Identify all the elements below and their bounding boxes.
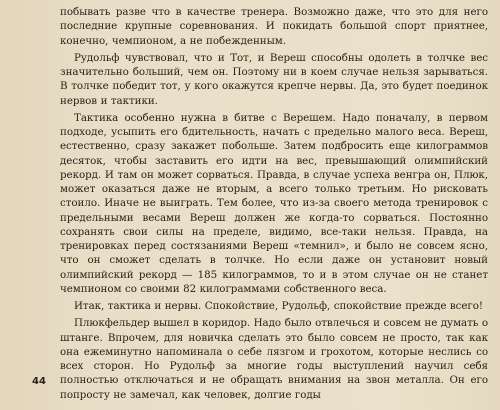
page-text [60,5,488,402]
paragraph: побывать разве что в качестве тренера. Возможно даже, что это для него последние крупные соревнования. И покидать большой спорт приятнее, конечно, чемпионом, а не побежденным. [60,6,488,47]
paragraph: Рудольф чувствовал, что и Тот, и Вереш способны одолеть в толчке вес значительно больший, чем он. Поэтому ни в коем случае нельзя зарываться. В толчке победит тот, у кого окажутся крепче нервы. Да, это будет поединок нервов и тактики. [60,51,488,107]
paragraph: Итак, тактика и нервы. Спокойствие, Рудольф, спокойствие прежде всего! [74,300,484,312]
paragraph: Плюкфельдер вышел в коридор. Надо было отвлечься и совсем не думать о штанге. Впрочем, для новичка сделать это было совсем не просто, так как она ежеминутно напоминала о себе лязгом и грохотом, которые неслись со всех сторон. Но Рудольф за многие годы выступлений научил себя полностью отключаться и не обращать внимания на звон металла. Он его попросту не замечал, как человек, долгие годы [60,317,488,401]
page-number: 44 [32,376,46,387]
paragraph: Тактика особенно нужна в битве с Верешем. Надо поначалу, в первом подходе, усыпить его бдительность, начать с предельно малого веса. Вереш, естественно, сразу закажет побольше. Затем подбросить еще килограммов десяток, чтобы заставить его идти на вес, превышающий олимпийский рекорд. И там он может сорваться. Правда, в случае успеха венгра он, Плюк, может оказаться даже не вторым, а всего только третьим. Но рисковать стоило. Иначе не выиграть. Тем более, что из-за своего метода тренировок с предельными весами Вереш должен же когда-то сорваться. Постоянно сохранять свои силы на пределе, видимо, все-таки нельзя. Правда, на тренировках перед состязаниями Вереш «темнил», и было не совсем ясно, что он сможет сделать в толчке. Но если даже он установит новый олимпийский рекорд — 185 килограммов, то и в этом случае он не станет чемпионом со своими 82 килограммами собственного веса. [60,111,488,295]
